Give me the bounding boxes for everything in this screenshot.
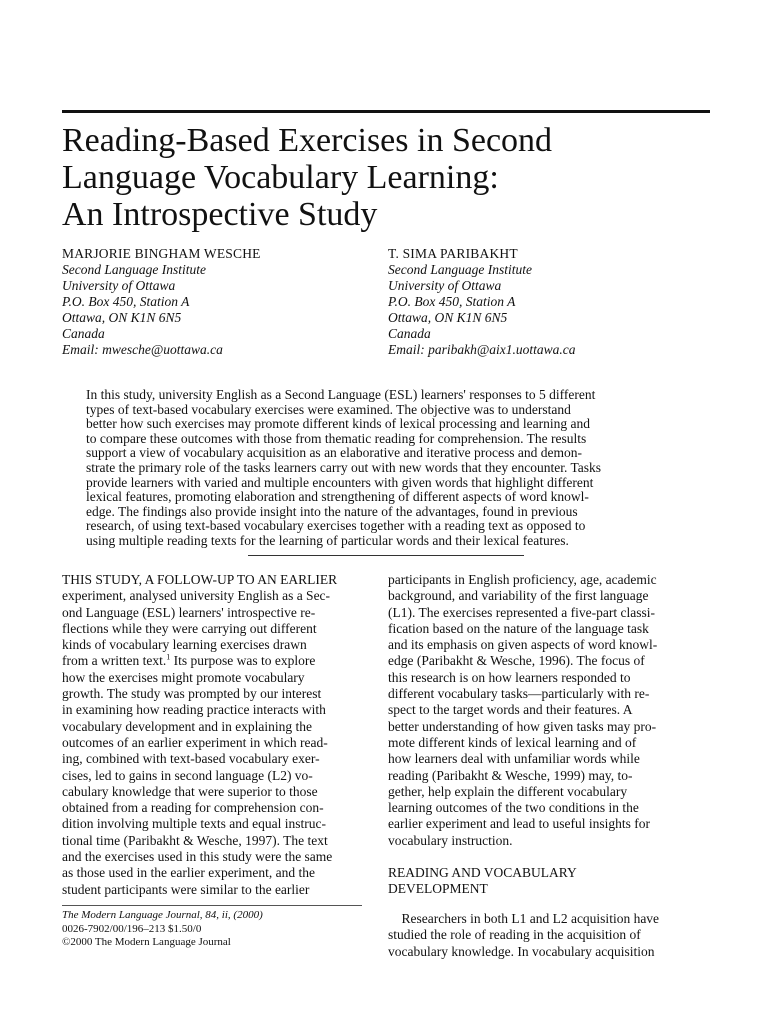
author-block-wesche (62, 246, 362, 358)
body-column-left (62, 572, 362, 898)
body-line: tional time (Paribakht & Wesche, 1997). The text (62, 832, 328, 848)
body-line-with-footnote (62, 653, 362, 669)
title-line: An Introspective Study (62, 196, 378, 233)
author-university: University of Ottawa (388, 278, 502, 293)
author-box: P.O. Box 450, Station A (388, 294, 516, 309)
body-line: obtained from a reading for comprehension con- (62, 800, 324, 816)
body-line: kinds of vocabulary learning exercises drawn (62, 637, 307, 653)
top-rule (62, 110, 710, 113)
author-name: MARJORIE BINGHAM WESCHE (62, 246, 261, 261)
body-line: student participants were similar to the earlier (62, 881, 310, 897)
body-line: experiment, analysed university English as a Sec- (62, 588, 331, 604)
body-line: cises, led to gains in second language (L2) vo- (62, 767, 313, 783)
abstract-line: edge. The findings also provide insight into the nature of the advantages, found in previous (86, 503, 578, 519)
body-line: dition involving multiple texts and equal instruc- (62, 816, 326, 832)
issn-line: 0026-7902/00/196–213 $1.50/0 (62, 922, 202, 935)
abstract-line: provide learners with varied and multiple encounters with given words that highlight different (86, 474, 594, 490)
body-line: in examining how reading practice interacts with (62, 702, 326, 718)
body-line: vocabulary development and in explaining the (62, 718, 313, 734)
body-line: as those used in the earlier experiment, and the (62, 865, 316, 881)
body-line: Researchers in both L1 and L2 acquisition have (388, 911, 660, 927)
section-heading (388, 865, 710, 897)
author-name: T. SIMA PARIBAKHT (388, 246, 518, 261)
abstract (86, 388, 686, 549)
section-heading-line: READING AND VOCABULARY (388, 865, 577, 881)
title-line: Reading-Based Exercises in Second (62, 122, 553, 159)
author-institute: Second Language Institute (62, 262, 206, 277)
footnote-marker[interactable]: 1 (166, 652, 171, 662)
body-column-right (388, 572, 710, 960)
body-line: vocabulary instruction. (388, 832, 513, 848)
title-line: Language Vocabulary Learning: (62, 159, 499, 196)
author-box: P.O. Box 450, Station A (62, 294, 190, 309)
body-line: learning outcomes of the two conditions in the (388, 800, 639, 816)
body-line: and its emphasis on given aspects of word knowl- (388, 637, 658, 653)
body-line: spect to the target words and their features. A (388, 702, 633, 718)
body-line: how learners deal with unfamiliar words while (388, 751, 640, 767)
body-line: and the exercises used in this study were the same (62, 849, 333, 865)
author-block-paribakht (388, 246, 708, 358)
abstract-line: In this study, university English as a Second Language (ESL) learners' responses to 5 different (86, 387, 596, 402)
author-country: Canada (62, 326, 105, 341)
body-line: reading (Paribakht & Wesche, 1999) may, to- (388, 767, 633, 783)
author-city: Ottawa, ON K1N 6N5 (388, 310, 508, 325)
body-line: cabulary knowledge that were superior to those (62, 783, 318, 799)
body-line: participants in English proficiency, age, academic (388, 572, 657, 587)
author-institute: Second Language Institute (388, 262, 532, 277)
body-line: fication based on the nature of the language task (388, 620, 649, 636)
body-line: background, and variability of the first language (388, 588, 649, 604)
author-email: Email: mwesche@uottawa.ca (62, 342, 223, 357)
abstract-line: types of text-based vocabulary exercises were examined. The objective was to understand (86, 401, 571, 417)
body-line: vocabulary knowledge. In vocabulary acquisition (388, 943, 655, 959)
body-line: ing, combined with text-based vocabulary exer- (62, 751, 320, 767)
body-line: (L1). The exercises represented a five-part classi- (388, 604, 655, 620)
body-text: from a written text. (62, 653, 167, 669)
abstract-line: research, of using text-based vocabulary exercises together with a reading text as opposed to (86, 518, 586, 534)
abstract-line: support a view of vocabulary acquisition as an elaborative and iterative process and demon- (86, 445, 582, 461)
journal-footer (62, 905, 362, 950)
author-city: Ottawa, ON K1N 6N5 (62, 310, 182, 325)
abstract-line: to compare these outcomes with those from thematic reading for comprehension. The results (86, 430, 587, 446)
abstract-line: better how such exercises may promote different kinds of lexical processing and learning and (86, 416, 590, 432)
body-line: better understanding of how given tasks may pro- (388, 718, 657, 734)
body-line: how the exercises might promote vocabulary (62, 669, 305, 685)
body-line: edge (Paribakht & Wesche, 1996). The focus of (388, 653, 645, 669)
section-heading-line: DEVELOPMENT (388, 881, 488, 897)
paper-title (62, 122, 712, 233)
body-line: earlier experiment and lead to useful insights for (388, 816, 651, 832)
body-line: ond Language (ESL) learners' introspective re- (62, 604, 316, 620)
journal-citation: The Modern Language Journal, 84, ii, (2000) (62, 909, 263, 921)
abstract-divider (248, 555, 524, 556)
lead-in: THIS STUDY, A FOLLOW-UP TO AN EARLIER (62, 572, 338, 587)
author-country: Canada (388, 326, 431, 341)
body-line: outcomes of an earlier experiment in which read- (62, 734, 328, 750)
body-line: gether, help explain the different vocabulary (388, 783, 628, 799)
body-line: growth. The study was prompted by our interest (62, 686, 322, 702)
author-email: Email: paribakh@aix1.uottawa.ca (388, 342, 576, 357)
body-line: studied the role of reading in the acquisition of (388, 927, 641, 943)
body-line: flections while they were carrying out different (62, 620, 317, 636)
author-university: University of Ottawa (62, 278, 176, 293)
body-line: mote different kinds of lexical learning and of (388, 734, 637, 750)
abstract-line: lexical features, promoting elaboration and strengthening of different aspects of word knowl- (86, 489, 589, 505)
body-line: this research is on how learners responded to (388, 669, 631, 685)
abstract-line: using multiple reading texts for the learning of particular words and their lexical features. (86, 532, 569, 548)
body-text: Its purpose was to explore (170, 653, 316, 669)
copyright-line: ©2000 The Modern Language Journal (62, 936, 231, 948)
body-line: different vocabulary tasks—particularly with re- (388, 686, 650, 702)
abstract-line: strate the primary role of the tasks learners carry out with new words that they encounter. Tasks (86, 459, 602, 475)
